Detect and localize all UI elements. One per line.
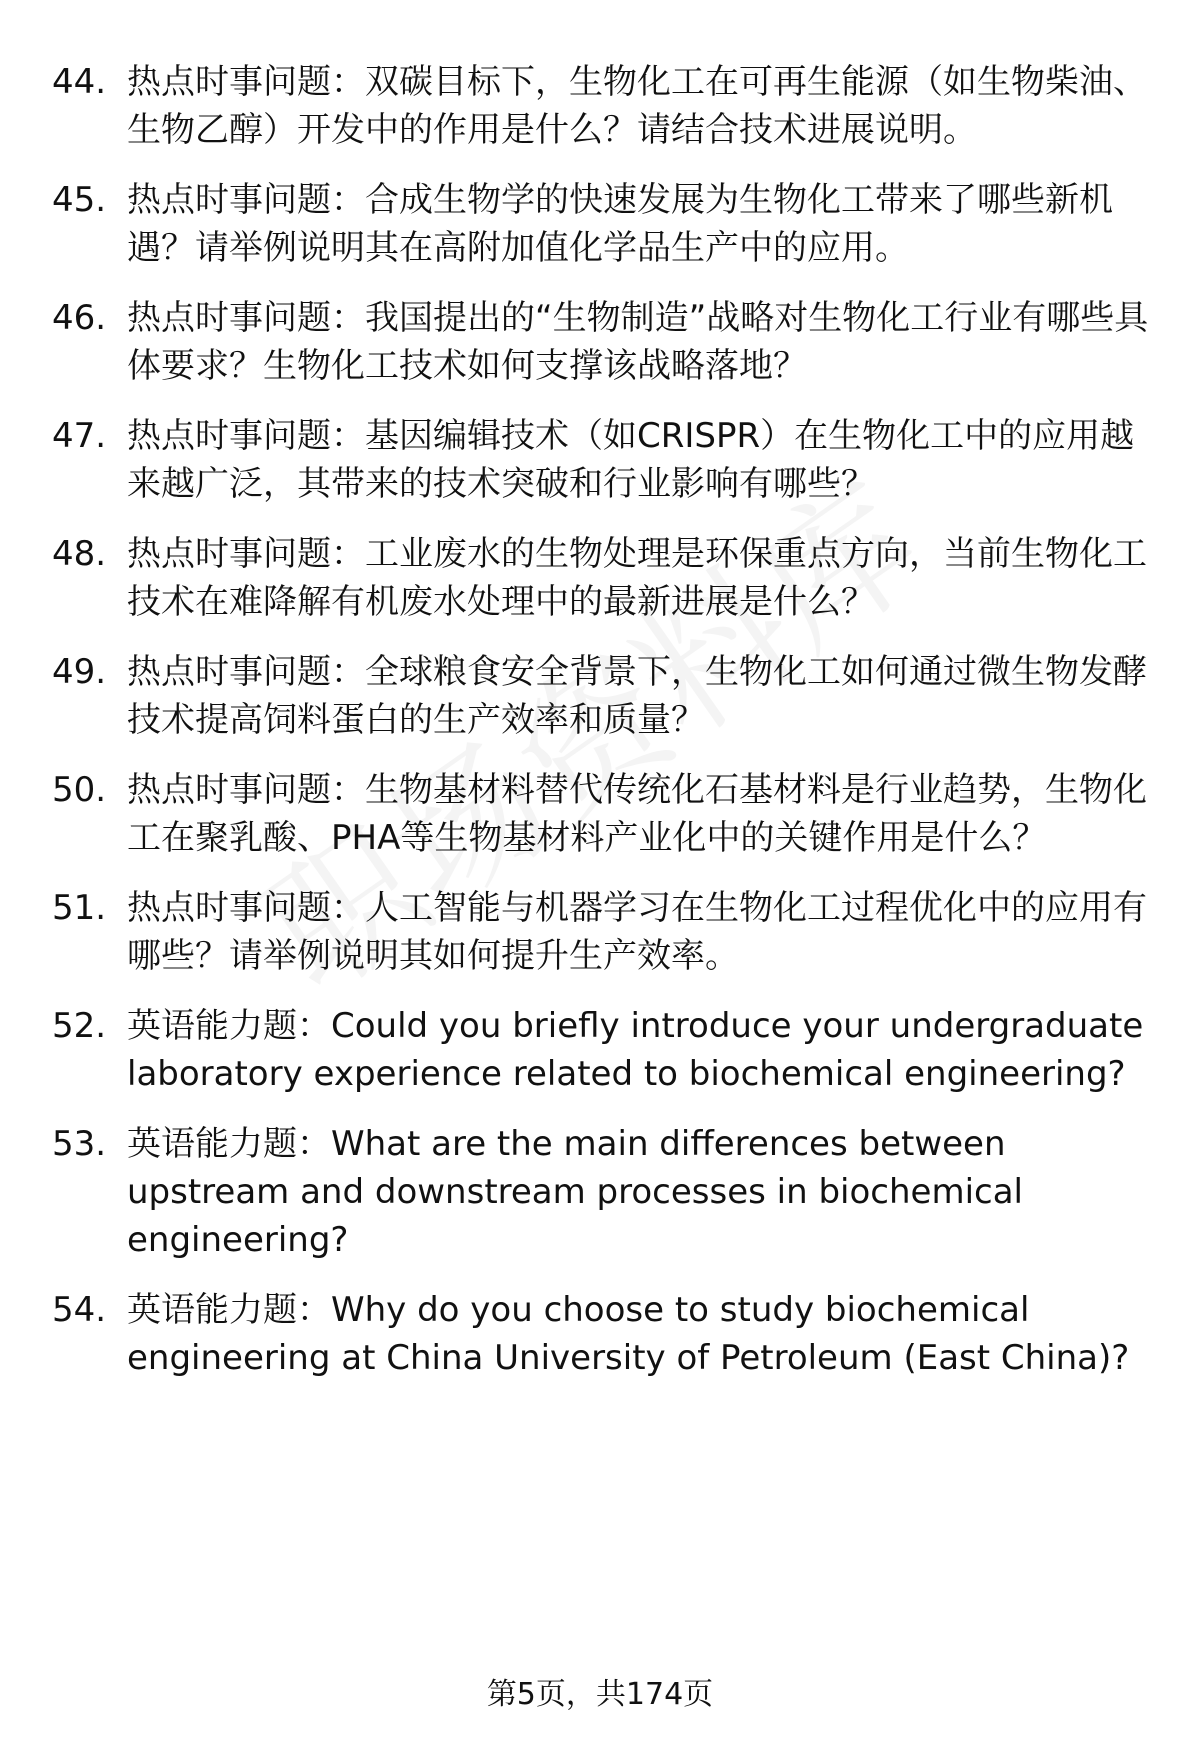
question-number: 48.: [52, 534, 107, 574]
question-item: [52, 176, 1162, 272]
question-text: 热点时事问题：工业废水的生物处理是环保重点方向，当前生物化工技术在难降解有机废水处理中的最新进展是什么？: [127, 534, 1147, 622]
question-number: 52.: [52, 1006, 107, 1046]
question-text: 热点时事问题：生物基材料替代传统化石基材料是行业趋势，生物化工在聚乳酸、PHA等生物基材料产业化中的关键作用是什么？: [127, 770, 1147, 858]
question-text: 热点时事问题：全球粮食安全背景下，生物化工如何通过微生物发酵技术提高饲料蛋白的生产效率和质量？: [127, 652, 1147, 740]
question-item: [52, 530, 1162, 626]
question-item: [52, 58, 1162, 154]
question-item: [52, 412, 1162, 508]
question-item: [52, 1120, 1162, 1264]
question-item: [52, 1286, 1162, 1382]
question-number: 54.: [52, 1290, 107, 1330]
question-number: 50.: [52, 770, 107, 810]
question-number: 47.: [52, 416, 107, 456]
question-text: 热点时事问题：双碳目标下，生物化工在可再生能源（如生物柴油、生物乙醇）开发中的作用是什么？请结合技术进展说明。: [127, 62, 1147, 150]
question-text: 热点时事问题：人工智能与机器学习在生物化工过程优化中的应用有哪些？请举例说明其如何提升生产效率。: [127, 888, 1147, 976]
question-number: 46.: [52, 298, 107, 338]
question-text: 英语能力题：Could you briefly introduce your undergraduate laboratory experience related to biochemical engineering?: [127, 1006, 1144, 1094]
question-item: [52, 294, 1162, 390]
question-item: [52, 766, 1162, 862]
question-number: 45.: [52, 180, 107, 220]
page-indicator: 第5页，共174页: [486, 1677, 714, 1712]
question-item: [52, 1002, 1162, 1098]
question-number: 49.: [52, 652, 107, 692]
question-text: 热点时事问题：基因编辑技术（如CRISPR）在生物化工中的应用越来越广泛，其带来的技术突破和行业影响有哪些？: [127, 416, 1135, 504]
question-number: 44.: [52, 62, 107, 102]
question-text: 热点时事问题：合成生物学的快速发展为生物化工带来了哪些新机遇？请举例说明其在高附加值化学品生产中的应用。: [127, 180, 1113, 268]
question-list: [52, 58, 1162, 1382]
question-number: 53.: [52, 1124, 107, 1164]
question-text: 热点时事问题：我国提出的“生物制造”战略对生物化工行业有哪些具体要求？生物化工技术如何支撑该战略落地？: [127, 298, 1149, 386]
question-text: 英语能力题：Why do you choose to study biochemical engineering at China University of Petroleum (East China)?: [127, 1290, 1130, 1378]
question-number: 51.: [52, 888, 107, 928]
question-text: 英语能力题：What are the main differences between upstream and downstream processes in biochemical engineering?: [127, 1124, 1023, 1260]
question-item: [52, 884, 1162, 980]
question-item: [52, 648, 1162, 744]
